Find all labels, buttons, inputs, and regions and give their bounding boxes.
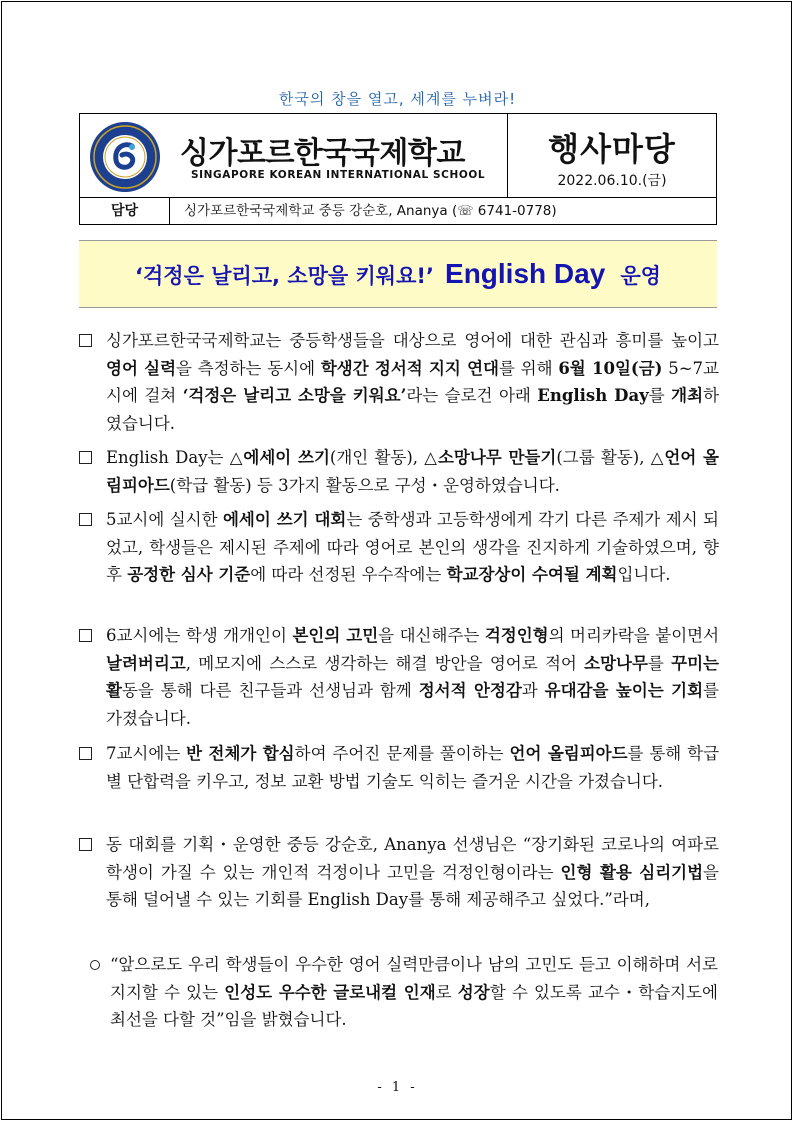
body-text: 하여 주어진 문제를 풀이하는 [294, 744, 510, 763]
body-text: 을 측정하는 동시에 [176, 358, 321, 378]
paragraph-text [79, 622, 719, 732]
emphasis-text: 공정한 심사 기준 [127, 565, 251, 584]
body-text: 6교시에는 학생 개개인이 [106, 626, 293, 645]
paragraph-text [79, 506, 719, 589]
emphasis-text: 인형 활용 심리기법 [560, 862, 704, 882]
paragraph-text [79, 327, 719, 437]
paragraph-text [79, 444, 719, 499]
body-text: 의 머리카락을 붙이면서 [548, 626, 720, 645]
emphasis-text: 소망나무 [584, 653, 648, 673]
emphasis-text: △언어 올림피아드 [106, 448, 719, 495]
body-text: , 메모지에 스스로 생각하는 해결 방안을 영어로 적어 [185, 653, 585, 673]
contact-label: 담당 [80, 198, 170, 224]
body-text: “앞으로도 우리 학생들이 우수한 영어 실력만큼이나 남의 고민도 듣고 이해하며 서로 지지할 수 있는 [110, 955, 718, 1002]
body-text: 입니다. [617, 565, 671, 584]
emphasis-text: △소망나무 만들기 [424, 448, 557, 467]
body-text: 7교시에는 [106, 744, 187, 763]
body-text: 할 수 있도록 교수・학습지도에 최선을 다할 것”임을 밝혔습니다. [110, 982, 718, 1029]
emphasis-text: 성장 [457, 982, 490, 1002]
checkbox-bullet-icon [79, 513, 92, 526]
headline-english-day: English Day [445, 258, 606, 289]
body-text: 에 따라 선정된 우수작에는 [250, 565, 447, 584]
emphasis-text: 에세이 쓰기 대회 [222, 510, 347, 529]
body-text: 를 [647, 653, 672, 673]
emphasis-text: 날려버리고 [106, 653, 186, 673]
body-text: 동 대회를 기획・운영한 중등 강순호, Ananya 선생님은 “장기화된 코로나의 여파로 학생이 가질 수 있는 개인적 걱정이나 고민을 걱정인형이라는 [106, 835, 719, 882]
body-text: 로 [435, 982, 458, 1002]
school-name-en: SINGAPORE KOREAN INTERNATIONAL SCHOOL [191, 169, 486, 181]
emphasis-text: 학교장상이 수여될 계획 [446, 565, 618, 584]
body-text: 을 대신해주는 [378, 626, 485, 645]
emphasis-text: 개최 [671, 386, 704, 405]
paragraph-3 [79, 506, 719, 589]
checkbox-bullet-icon [79, 629, 92, 642]
slogan: 한국의 창을 열고, 세계를 누벼라! [278, 90, 517, 108]
emphasis-text: 정서적 안정감 [418, 681, 522, 700]
body-text: 를 통해 학급별 단합력을 키우고, 정보 교환 방법 기술도 익히는 즐거운 시간을 가졌습니다. [106, 744, 720, 791]
paragraph-text [79, 740, 719, 795]
paragraph-2 [79, 444, 719, 499]
event-title: 행사마당 [548, 130, 676, 168]
emphasis-text: 인성도 우수한 글로내컬 인재 [224, 982, 436, 1002]
contact-phone: 6741-0778) [477, 203, 557, 219]
body-text: 동을 통해 다른 친구들과 선생님과 함께 [121, 681, 419, 700]
event-block [508, 114, 716, 197]
emphasis-text: 반 전체가 합심 [186, 744, 295, 763]
checkbox-bullet-icon [79, 451, 92, 464]
newsletter-header [79, 113, 717, 225]
body-text: 하였습니다. [106, 386, 720, 433]
emphasis-text: English Day [537, 386, 649, 405]
paragraph-1 [79, 327, 719, 437]
checkbox-bullet-icon [79, 747, 92, 760]
body-text: 는 중학생과 고등학생에게 각기 다른 주제가 제시 되었고, 학생들은 제시된 주제에 따라 영어로 본인의 생각을 진지하게 기술하였으며, 향후 [106, 510, 720, 584]
page-number: - 1 - [377, 1080, 418, 1095]
body-text: 을 통해 덜어낼 수 있는 기회를 English Day를 통해 제공해주고 싶었다.”라며, [106, 862, 719, 909]
body-text: (그룹 활동), [556, 448, 651, 467]
contact-row [80, 197, 716, 224]
school-emblem-icon [88, 120, 162, 194]
emphasis-text: 본인의 고민 [292, 626, 379, 645]
body-text: 를 위해 [498, 358, 559, 378]
emphasis-text: ‘걱정은 날리고 소망을 키워요’ [182, 386, 407, 405]
body-text: 싱가포르한국국제학교는 중등학생들을 대상으로 영어에 대한 관심과 흥미를 높이고 [106, 331, 719, 350]
telephone-icon: ☏ [457, 204, 474, 219]
emphasis-text: △에세이 쓰기 [229, 448, 330, 467]
sub-paragraph [90, 951, 718, 1034]
sub-paragraph-text [90, 951, 718, 1034]
body-text: (학급 활동) 등 3가지 활동으로 구성・운영하였습니다. [169, 475, 560, 495]
checkbox-bullet-icon [79, 334, 92, 347]
checkbox-bullet-icon [79, 838, 92, 851]
headline-banner [79, 240, 717, 308]
body-text: 과 [521, 681, 545, 700]
body-text: 5교시에 실시한 [106, 510, 223, 529]
circle-bullet-icon [90, 960, 100, 970]
emphasis-text: 영어 실력 [106, 358, 177, 378]
event-date: 2022.06.10.(금) [557, 173, 667, 189]
body-text: 를 [648, 386, 672, 405]
body-text: (개인 활동), [329, 448, 425, 467]
body-text: 5~7교시에 걸쳐 [106, 358, 719, 405]
paragraph-6 [79, 831, 719, 914]
contact-info [184, 198, 557, 224]
emphasis-text: 6월 10일(금) [558, 358, 663, 378]
headline-quote: ‘걱정은 날리고, 소망을 키워요!’ [135, 264, 434, 288]
paragraph-4 [79, 622, 719, 732]
paragraph-text [79, 831, 719, 914]
emphasis-text: 꾸미는 활 [106, 653, 719, 700]
emphasis-text: 걱정인형 [484, 626, 549, 645]
headline-suffix: 운영 [620, 264, 661, 288]
emphasis-text: 학생간 정서적 지지 연대 [320, 358, 499, 378]
contact-names: 싱가포르한국국제학교 중등 강순호, Ananya ( [184, 203, 458, 219]
school-name-ko: 싱가포르한국국제학교 [180, 136, 465, 171]
school-block [80, 114, 508, 197]
body-text: 를 가졌습니다. [106, 681, 719, 728]
emphasis-text: 언어 올림피아드 [509, 744, 628, 763]
body-text: 라는 슬로건 아래 [406, 386, 538, 405]
body-text: English Day는 [106, 448, 230, 467]
paragraph-5 [79, 740, 719, 795]
emphasis-text: 유대감을 높이는 기회 [544, 681, 704, 700]
